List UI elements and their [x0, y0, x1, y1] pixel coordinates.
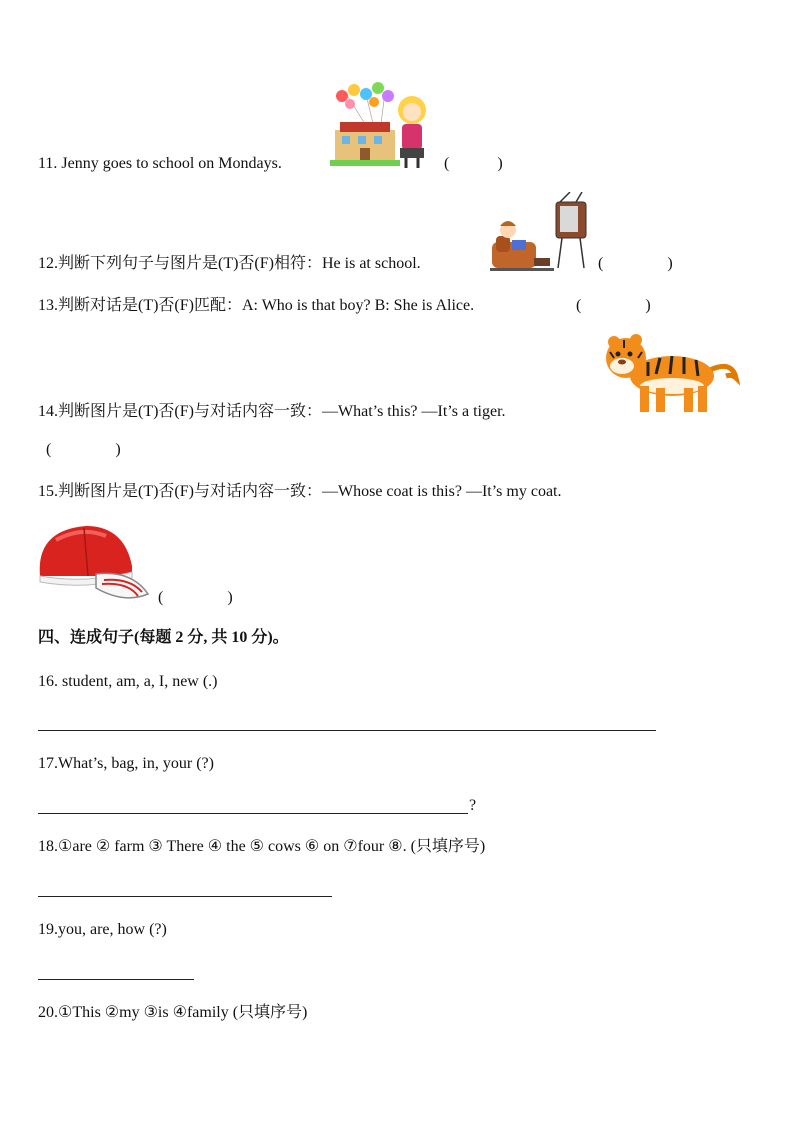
answer-paren-11[interactable]: ( ): [444, 155, 503, 172]
question-19-text: 19.you, are, how (?): [38, 921, 167, 938]
question-15-text: 15.判断图片是(T)否(F)与对话内容一致：—Whose coat is this? —It’s my coat.: [38, 483, 562, 500]
answer-paren-14[interactable]: ( ): [46, 441, 121, 458]
question-11-text: 11. Jenny goes to school on Mondays.: [38, 155, 282, 172]
boy-watching-tv-image: [490, 192, 590, 272]
question-18-text: 18.①are ② farm ③ There ④ the ⑤ cows ⑥ on ⑦four ⑧. (只填序号): [38, 838, 486, 855]
answer-line-19[interactable]: [38, 979, 194, 980]
section-4-title: 四、连成句子(每题 2 分, 共 10 分)。: [38, 629, 289, 646]
question-16-text: 16. student, am, a, I, new (.): [38, 673, 218, 690]
question-17-end-mark: ?: [469, 797, 477, 814]
tiger-image: [600, 330, 740, 416]
question-20-text: 20.①This ②my ③is ④family (只填序号): [38, 1004, 308, 1021]
question-12-text: 12.判断下列句子与图片是(T)否(F)相符：He is at school.: [38, 255, 421, 272]
red-cap-image: [36, 520, 152, 610]
answer-line-16[interactable]: [38, 730, 656, 731]
answer-paren-12[interactable]: ( ): [598, 255, 673, 272]
question-14-text: 14.判断图片是(T)否(F)与对话内容一致：—What’s this? —It’s a tiger.: [38, 403, 506, 420]
question-17-text: 17.What’s, bag, in, your (?): [38, 755, 214, 772]
question-13-text: 13.判断对话是(T)否(F)匹配：A: Who is that boy? B: She is Alice.: [38, 297, 475, 314]
answer-line-18[interactable]: [38, 896, 332, 897]
answer-line-17[interactable]: [38, 813, 468, 814]
answer-paren-15[interactable]: ( ): [158, 589, 233, 606]
girl-school-image: [330, 82, 435, 170]
answer-paren-13[interactable]: ( ): [576, 297, 651, 314]
